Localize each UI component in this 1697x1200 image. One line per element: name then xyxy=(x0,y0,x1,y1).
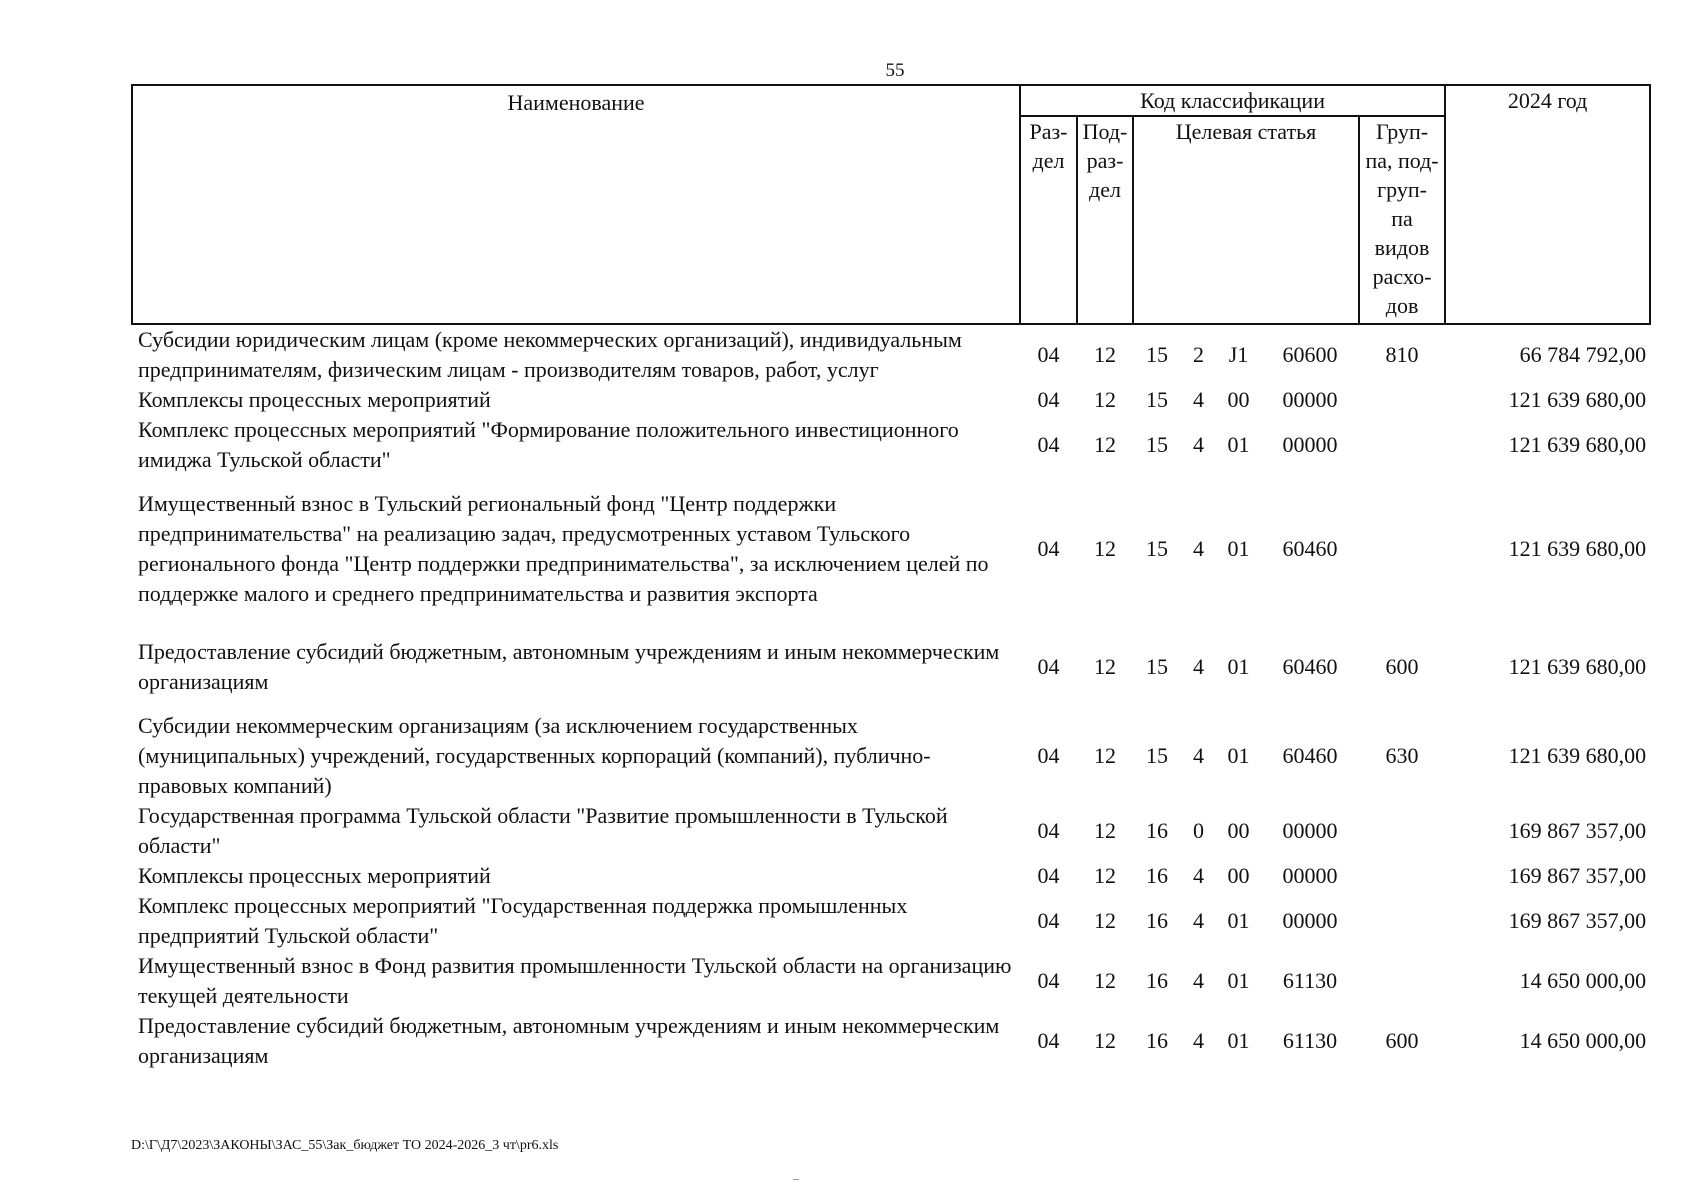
row-target-article-type: 4 xyxy=(1193,654,1204,679)
row-expense-group: 600 xyxy=(1385,654,1419,679)
row-podrazdel: 12 xyxy=(1094,342,1116,367)
row-target-article-type: 4 xyxy=(1193,743,1204,768)
row-expense-group xyxy=(1359,415,1445,475)
row-razdel: 04 xyxy=(1037,968,1060,993)
table-row xyxy=(132,891,1650,951)
row-name: Субсидии некоммерческим организациям (за исключением государственных (муниципальных) учреждений, государственных корпораций (компаний), публично-правовых компаний) xyxy=(138,713,931,798)
row-target-article-type: 4 xyxy=(1193,387,1204,412)
row-target-article-type: 4 xyxy=(1193,536,1204,561)
row-podrazdel: 12 xyxy=(1094,654,1116,679)
row-podrazdel: 12 xyxy=(1094,536,1116,561)
row-target-article-program: 15 xyxy=(1146,432,1168,457)
row-target-article-type: 4 xyxy=(1193,432,1204,457)
row-target-article-direction: 00000 xyxy=(1282,908,1338,933)
row-target-article-program: 16 xyxy=(1146,908,1168,933)
table-row xyxy=(132,623,1650,711)
row-amount: 121 639 680,00 xyxy=(1508,387,1647,412)
row-target-article-direction: 00000 xyxy=(1282,818,1338,843)
row-target-article-program: 15 xyxy=(1146,387,1168,412)
row-target-article-element: 00 xyxy=(1227,863,1250,888)
row-podrazdel: 12 xyxy=(1094,908,1116,933)
row-target-article-element: 01 xyxy=(1227,1028,1250,1053)
table-row xyxy=(132,1011,1650,1071)
budget-table xyxy=(131,84,1651,1071)
page-number: 55 xyxy=(885,60,905,81)
table-row xyxy=(132,475,1650,623)
row-razdel: 04 xyxy=(1037,342,1060,367)
row-target-article-element: 01 xyxy=(1227,968,1250,993)
table-row xyxy=(132,385,1650,415)
row-target-article-element: 01 xyxy=(1227,536,1250,561)
row-target-article-type: 0 xyxy=(1193,818,1204,843)
row-amount: 121 639 680,00 xyxy=(1508,654,1647,679)
row-amount: 121 639 680,00 xyxy=(1508,743,1647,768)
table-body xyxy=(132,324,1650,1071)
row-target-article-program: 15 xyxy=(1146,654,1168,679)
header-podrazdel: Под- раз- дел xyxy=(1077,116,1133,324)
row-amount: 121 639 680,00 xyxy=(1508,432,1647,457)
row-name: Комплекс процессных мероприятий "Формирование положительного инвестиционного имиджа Тульской области" xyxy=(138,417,959,472)
row-amount: 169 867 357,00 xyxy=(1508,908,1647,933)
header-year: 2024 год xyxy=(1445,85,1650,324)
row-razdel: 04 xyxy=(1037,818,1060,843)
row-target-article-program: 16 xyxy=(1146,818,1168,843)
row-name: Имущественный взнос в Фонд развития промышленности Тульской области на организацию текущей деятельности xyxy=(138,953,1012,1008)
row-amount: 14 650 000,00 xyxy=(1519,1028,1647,1053)
file-path-footer: D:\Г\Д7\2023\ЗАКОНЫ\ЗАС_55\Зак_бюджет ТО 2024-2026_3 чт\pr6.xls xyxy=(131,1138,559,1153)
row-target-article-program: 16 xyxy=(1146,968,1168,993)
table-row xyxy=(132,801,1650,861)
row-target-article-program: 15 xyxy=(1146,342,1168,367)
row-name: Комплекс процессных мероприятий "Государственная поддержка промышленных предприятий Тульской области" xyxy=(138,893,908,948)
row-expense-group xyxy=(1359,801,1445,861)
header-razdel: Раз- дел xyxy=(1020,116,1077,324)
row-razdel: 04 xyxy=(1037,432,1060,457)
row-podrazdel: 12 xyxy=(1094,968,1116,993)
row-podrazdel: 12 xyxy=(1094,1028,1116,1053)
row-target-article-direction: 00000 xyxy=(1282,863,1338,888)
row-name: Комплексы процессных мероприятий xyxy=(138,863,491,888)
row-target-article-type: 4 xyxy=(1193,863,1204,888)
row-razdel: 04 xyxy=(1037,536,1060,561)
row-target-article-element: 00 xyxy=(1227,387,1250,412)
row-target-article-element: J1 xyxy=(1228,342,1249,367)
row-target-article-program: 15 xyxy=(1146,743,1168,768)
row-target-article-direction: 61130 xyxy=(1282,1028,1338,1053)
row-target-article-direction: 00000 xyxy=(1282,387,1338,412)
scan-mark xyxy=(793,1179,799,1180)
row-expense-group xyxy=(1359,891,1445,951)
row-amount: 66 784 792,00 xyxy=(1519,342,1647,367)
row-podrazdel: 12 xyxy=(1094,818,1116,843)
header-classification-code: Код классификации xyxy=(1020,85,1445,116)
row-podrazdel: 12 xyxy=(1094,863,1116,888)
table-header xyxy=(132,85,1650,324)
row-expense-group: 630 xyxy=(1385,743,1419,768)
row-name: Предоставление субсидий бюджетным, автономным учреждениям и иным некоммерческим организациям xyxy=(138,1013,1000,1068)
row-razdel: 04 xyxy=(1037,387,1060,412)
row-name: Субсидии юридическим лицам (кроме некоммерческих организаций), индивидуальным предпринимателям, физическим лицам - производителям товаров, работ, услуг xyxy=(138,327,962,382)
row-name: Государственная программа Тульской области "Развитие промышленности в Тульской области" xyxy=(138,803,948,858)
row-podrazdel: 12 xyxy=(1094,432,1116,457)
row-razdel: 04 xyxy=(1037,743,1060,768)
table-row xyxy=(132,324,1650,385)
header-target-article: Целевая статья xyxy=(1133,116,1359,324)
row-razdel: 04 xyxy=(1037,1028,1060,1053)
row-target-article-element: 01 xyxy=(1227,654,1250,679)
row-razdel: 04 xyxy=(1037,654,1060,679)
row-target-article-element: 01 xyxy=(1227,743,1250,768)
table-row xyxy=(132,861,1650,891)
row-target-article-element: 01 xyxy=(1227,432,1250,457)
row-target-article-direction: 60460 xyxy=(1282,654,1338,679)
row-target-article-type: 4 xyxy=(1193,1028,1204,1053)
row-target-article-program: 16 xyxy=(1146,1028,1168,1053)
row-name: Комплексы процессных мероприятий xyxy=(138,387,491,412)
row-target-article-type: 4 xyxy=(1193,968,1204,993)
row-target-article-element: 00 xyxy=(1227,818,1250,843)
row-target-article-type: 4 xyxy=(1193,908,1204,933)
row-name: Имущественный взнос в Тульский региональный фонд "Центр поддержки предпринимательства" на реализацию задач, предусмотренных уставом Тульского регионального фонда "Центр поддержки предпринимательства", за исключением целей по поддержке малого и среднего предпринимательства и развития экспорта xyxy=(138,491,989,606)
row-podrazdel: 12 xyxy=(1094,387,1116,412)
row-expense-group xyxy=(1359,385,1445,415)
row-expense-group xyxy=(1359,951,1445,1011)
table-row xyxy=(132,951,1650,1011)
table-row xyxy=(132,711,1650,801)
row-amount: 169 867 357,00 xyxy=(1508,818,1647,843)
row-razdel: 04 xyxy=(1037,863,1060,888)
row-target-article-program: 15 xyxy=(1146,536,1168,561)
row-podrazdel: 12 xyxy=(1094,743,1116,768)
row-target-article-direction: 60600 xyxy=(1282,342,1338,367)
row-amount: 169 867 357,00 xyxy=(1508,863,1647,888)
row-name: Предоставление субсидий бюджетным, автономным учреждениям и иным некоммерческим организациям xyxy=(138,639,1000,694)
header-group: Груп- па, под- груп- па видов расхо- дов xyxy=(1359,116,1445,324)
row-amount: 121 639 680,00 xyxy=(1508,536,1647,561)
row-amount: 14 650 000,00 xyxy=(1519,968,1647,993)
row-target-article-program: 16 xyxy=(1146,863,1168,888)
row-target-article-direction: 61130 xyxy=(1282,968,1338,993)
row-expense-group xyxy=(1359,475,1445,623)
row-expense-group: 600 xyxy=(1385,1028,1419,1053)
row-expense-group: 810 xyxy=(1385,342,1419,367)
table-row xyxy=(132,415,1650,475)
row-target-article-type: 2 xyxy=(1193,342,1204,367)
row-expense-group xyxy=(1359,861,1445,891)
row-target-article-direction: 00000 xyxy=(1282,432,1338,457)
row-target-article-element: 01 xyxy=(1227,908,1250,933)
header-name: Наименование xyxy=(132,85,1020,324)
row-razdel: 04 xyxy=(1037,908,1060,933)
row-target-article-direction: 60460 xyxy=(1282,536,1338,561)
row-target-article-direction: 60460 xyxy=(1282,743,1338,768)
